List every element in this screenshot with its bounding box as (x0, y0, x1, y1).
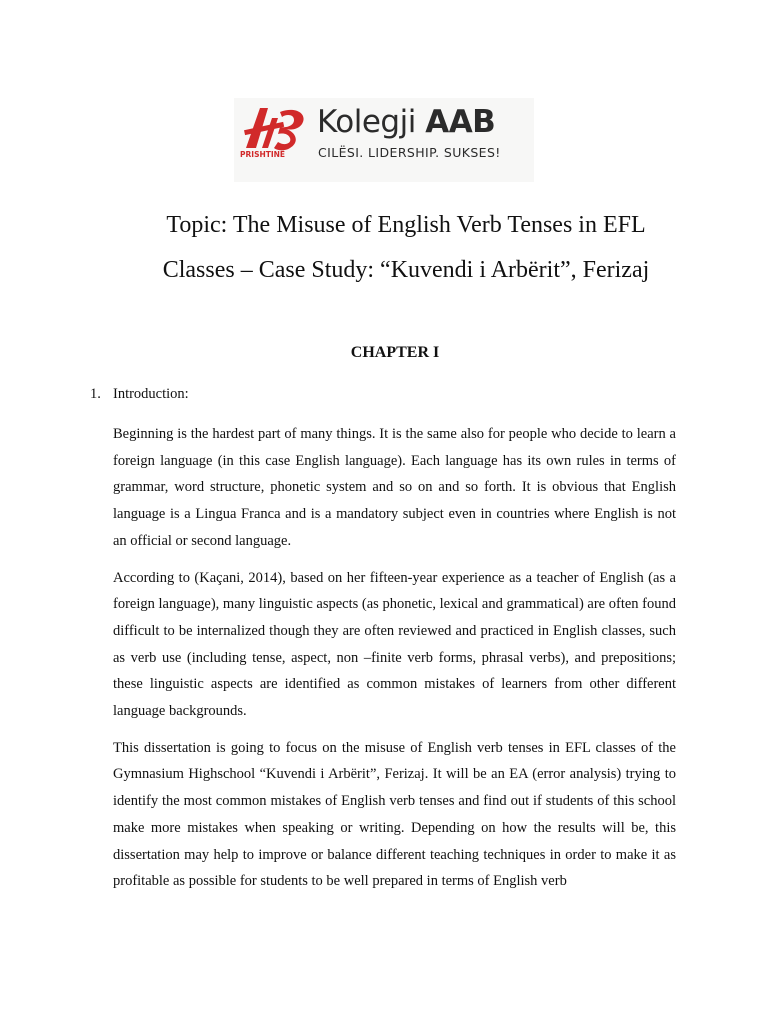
college-logo (234, 98, 534, 182)
aab-emblem-icon (238, 102, 310, 154)
paragraph: This dissertation is going to focus on the misuse of English verb tenses in EFL classes of the Gymnasium Highschool “Kuvendi i Arbërit”, Ferizaj. It will be an EA (error analysis) trying to identify the most common mistakes of English verb tenses and find out if students of this school make more mistakes when speaking or writing. Depending on how the results will be, this dissertation may help to improve or balance different teaching techniques in order to make it as profitable as possible for students to be well prepared in terms of English verb (113, 739, 676, 890)
title-line-2: Classes – Case Study: “Kuvendi i Arbërit”, Ferizaj (162, 257, 650, 283)
body-text (113, 421, 676, 905)
chapter-heading: CHAPTER I (350, 344, 440, 361)
logo-name-light: Kolegji (317, 104, 426, 140)
logo-tagline: CILËSI. LIDERSHIP. SUKSES! (318, 145, 501, 160)
logo-city: PRISHTINË (240, 150, 286, 159)
logo-name-bold: AAB (425, 104, 496, 140)
logo-name (317, 104, 495, 140)
title-line-1: Topic: The Misuse of English Verb Tenses in EFL (166, 212, 646, 238)
paragraph: According to (Kaçani, 2014), based on her fifteen-year experience as a teacher of English (as a foreign language), many linguistic aspects (as phonetic, lexical and grammatical) are often found difficult to be internalized though they are often reviewed and practiced in English classes, such as verb use (including tense, aspect, non –finite verb forms, phrasal verbs), and prepositions; these linguistic aspects are identified as common mistakes of learners from other different language backgrounds. (113, 569, 676, 720)
paragraph: Beginning is the hardest part of many things. It is the same also for people who decide to learn a foreign language (in this case English language). Each language has its own rules in terms of grammar, word structure, phonetic system and so on and so forth. It is obvious that English language is a Lingua Franca and is a mandatory subject even in countries where English is not an official or second language. (113, 426, 676, 549)
section-title: Introduction: (113, 386, 189, 402)
document-title (0, 203, 768, 293)
section-heading (90, 386, 189, 403)
section-number: 1. (90, 386, 101, 402)
